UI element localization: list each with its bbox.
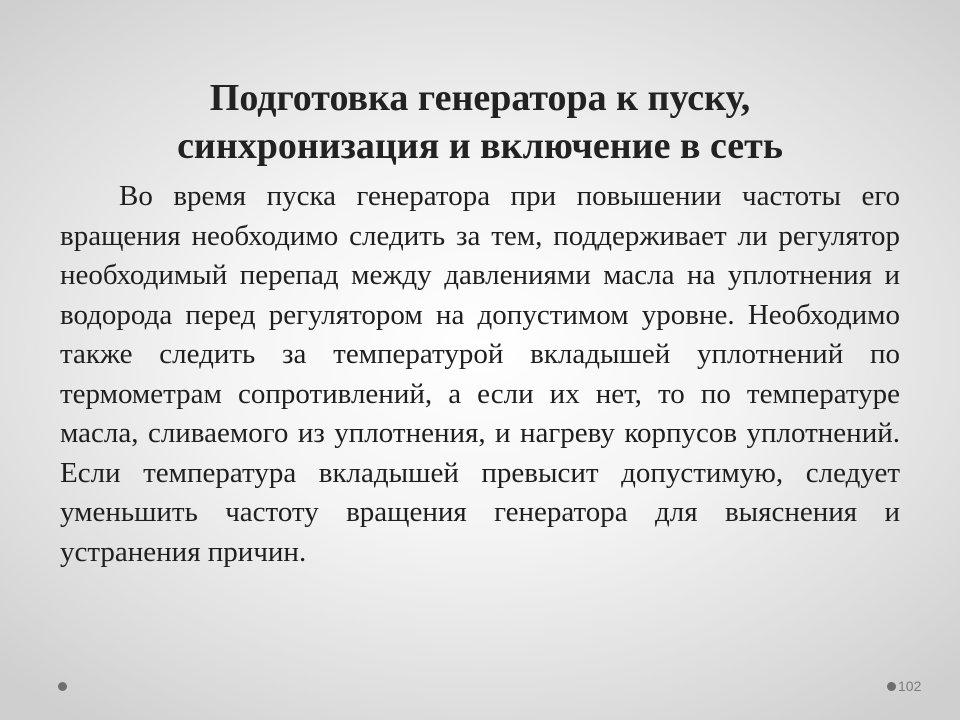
slide-title [60, 74, 900, 170]
slide-title-line-1: Подготовка генератора к пуску, [209, 77, 751, 119]
right-bullet-dot-icon [887, 682, 896, 691]
slide-title-line-2: синхронизация и включение в сеть [177, 125, 783, 167]
page-number: 102 [898, 678, 922, 694]
left-bullet-dot-icon [58, 682, 67, 691]
slide-body-paragraph: Во время пуска генератора при повышении частоты его вращения необходимо следить за тем, поддерживает ли регулятор необходимый перепад между давлениями масла на уплотнения и водорода перед регулятором на допустимом уровне. Необходимо также следить за температурой вкладышей уплотнений по термометрам сопротивлений, а если их нет, то по температуре масла, сливаемого из уплотнения, и нагреву корпусов уплотнений. Если температура вкладышей превысит допустимую, следует уменьшить частоту вращения генератора для выяснения и устранения причин. [60, 180, 900, 568]
